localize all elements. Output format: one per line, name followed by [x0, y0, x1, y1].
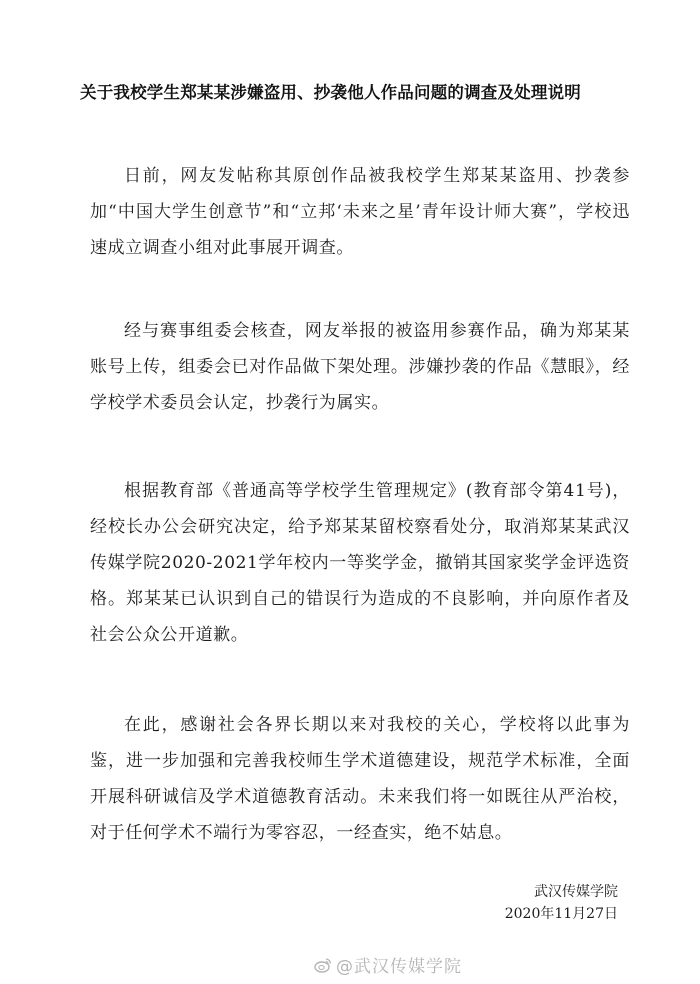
- signature-date: 2020年11月27日: [504, 906, 618, 922]
- paragraph-4: 在此，感谢社会各界长期以来对我校的关心，学校将以此事为鉴，进一步加强和完善我校师生学术道德建设，规范学术标准，全面开展科研诚信及学术道德教育活动。未来我们将一如既往从严治校，对于任何学术不端行为零容忍，一经查实，绝不姑息。: [90, 715, 630, 843]
- paragraph-2: 经与赛事组委会核查，网友举报的被盗用参赛作品，确为郑某某账号上传，组委会已对作品做下架处理。涉嫌抄袭的作品《慧眼》，经学校学术委员会认定，抄袭行为属实。: [90, 321, 630, 413]
- paragraph-3: 根据教育部《普通高等学校学生管理规定》(教育部令第41号)，经校长办公会研究决定，给予郑某某留校察看处分，取消郑某某武汉传媒学院2020-2021学年校内一等奖学金，撤销其国家奖学金评选资格。郑某某已认识到自己的错误行为造成的不良影响，并向原作者及社会公众公开道歉。: [90, 481, 630, 645]
- signature-organization: 武汉传媒学院: [534, 884, 618, 900]
- document-title: 关于我校学生郑某某涉嫌盗用、抄袭他人作品问题的调查及处理说明: [80, 83, 581, 102]
- paragraph-1: 日前，网友发帖称其原创作品被我校学生郑某某盗用、抄袭参加“中国大学生创意节”和“立邦‘未来之星’青年设计师大赛”，学校迅速成立调查小组对此事展开调查。: [90, 166, 630, 258]
- weibo-icon: [314, 957, 332, 973]
- weibo-watermark: [314, 952, 462, 977]
- signature-block: [505, 881, 618, 925]
- watermark-text: @武汉传媒学院: [336, 957, 462, 977]
